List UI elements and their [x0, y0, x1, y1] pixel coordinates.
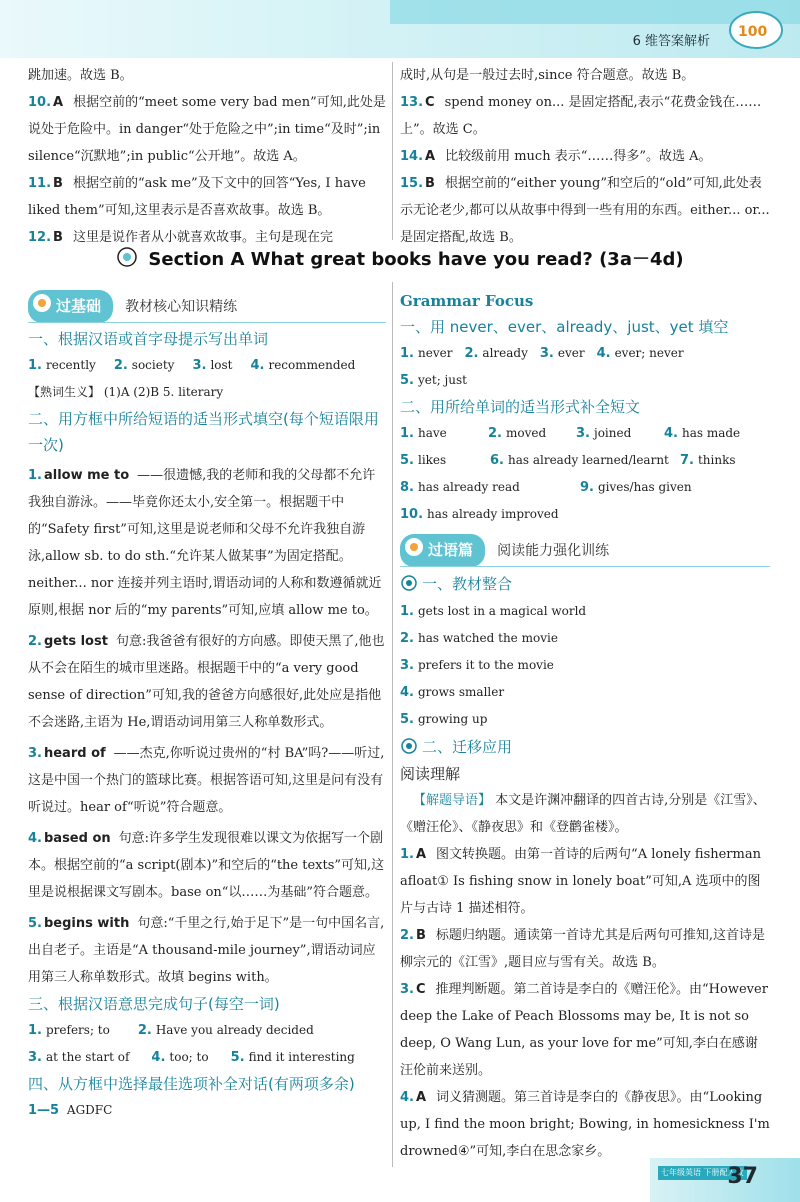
answer-letter: C — [425, 95, 435, 110]
answer-cell — [400, 501, 580, 528]
answer-number: 1. — [400, 426, 414, 441]
header-bar — [0, 0, 800, 58]
answer-row — [28, 1044, 386, 1071]
answer-text: 句意:许多学生发现很难以课文为依据写一个剧本。根据空前的“a script(剧本)”和空后的“the texts”可知,这里是说根据课文写剧本。base on“以……为基础”符合题意。 — [28, 831, 385, 900]
answer-cell — [488, 420, 576, 447]
answer-value: at the start of — [45, 1050, 130, 1064]
question-number: 10. — [28, 95, 52, 110]
question-number: 3. — [400, 982, 414, 997]
mascot-icon — [724, 6, 788, 52]
answer-number: 2. — [400, 631, 414, 646]
question-number: 13. — [400, 95, 424, 110]
answer-item — [28, 825, 386, 906]
answer-letter: B — [425, 176, 435, 191]
question-number: 5. — [28, 916, 42, 931]
answer-item — [28, 628, 386, 736]
answer-cell — [192, 352, 232, 379]
answer-item — [28, 62, 386, 89]
answer-cell — [138, 1017, 314, 1044]
answer-text: ——很遗憾,我的老师和我的父母都不允许我独自游泳。——毕竟你还太小,安全第一。根据题干中的“Safety first”可知,这里是说老师和父母不允许我独自游泳,allow sb. to do sth.“允许某人做某事”为固定搭配。neither... nor 连接并列主语时,谓语动词的人称和数遵循就近原则,根据 nor 后的“my parents”可知,应填 allow me to。 — [28, 468, 382, 618]
answer-cell — [400, 340, 452, 367]
answer-cell — [151, 1044, 208, 1071]
answer-key: allow me to — [43, 468, 130, 483]
answer-value: growing up — [417, 712, 488, 726]
answer-item — [400, 62, 770, 89]
right-main-column — [400, 288, 770, 1165]
answer-number: 1. — [28, 358, 42, 373]
answer-number: 2. — [464, 346, 479, 361]
answer-cell — [28, 352, 96, 379]
answer-number: 4. — [250, 358, 265, 373]
answer-row — [28, 352, 386, 379]
reading-heading: 阅读理解 — [400, 765, 461, 783]
top-right-column — [400, 62, 770, 251]
flower-icon — [400, 737, 418, 755]
answer-number: 7. — [680, 453, 694, 468]
answer-letter: A — [425, 149, 436, 164]
answer-value: ever; never — [614, 346, 684, 360]
answer-number: 8. — [400, 480, 414, 495]
answer-value: never — [417, 346, 453, 360]
answer-value: thinks — [697, 453, 736, 467]
subheading: 二、迁移应用 — [400, 733, 770, 761]
answer-cell — [400, 447, 490, 474]
answer-value: already — [482, 346, 528, 360]
heading: 一、根据汉语或首字母提示写出单词 — [28, 330, 269, 348]
section-badge-basic: 过基础 教材核心知识精练 — [28, 290, 386, 320]
question-number: 3. — [28, 746, 42, 761]
list-item — [400, 706, 770, 733]
answer-cell — [464, 340, 527, 367]
answer-item — [400, 143, 770, 170]
question-number: 11. — [28, 176, 52, 191]
answer-text: 根据空前的“ask me”及下文中的回答“Yes, I have liked them”可知,这里表示是否喜欢故事。故选 B。 — [28, 176, 366, 218]
brand-label: 七年级英语 下册配人教 — [658, 1166, 747, 1180]
answer-cell — [400, 367, 467, 394]
answer-number: 3. — [576, 426, 590, 441]
answer-cell — [576, 420, 664, 447]
answer-number: 3. — [400, 658, 414, 673]
left-main-column — [28, 288, 386, 1124]
answer-value: prefers it to the movie — [417, 658, 554, 672]
answer-text: 词义猜测题。第三首诗是李白的《静夜思》。由“Looking up, I find the moon bright; Bowing, in homesickness I'm drowned④”可知,李白在思念家乡。 — [400, 1090, 770, 1159]
answer-number: 5. — [400, 453, 414, 468]
answer-value: likes — [417, 453, 447, 467]
answer-cell — [400, 420, 488, 447]
answer-letter: B — [53, 230, 63, 245]
answer-cell — [540, 340, 585, 367]
answer-number: 2. — [488, 426, 502, 441]
heading: 二、用方框中所给短语的适当形式填空(每个短语限用一次) — [28, 410, 379, 454]
answer-cell — [231, 1044, 355, 1071]
answer-value: Have you already decided — [155, 1023, 314, 1037]
answer-cell — [597, 340, 684, 367]
answer-row — [28, 1017, 386, 1044]
answer-cell — [28, 1044, 129, 1071]
answer-text: 跳加速。故选 B。 — [28, 68, 133, 83]
answer-text: ——杰克,你听说过贵州的“村 BA”吗?——听过,这是中国一个热门的篮球比赛。根据答语可知,这里是问有没有听说过。hear of“听说”符合题意。 — [28, 746, 385, 815]
answer-value: has made — [681, 426, 741, 440]
mascot-icon — [32, 293, 52, 313]
answer-value: too; to — [169, 1050, 209, 1064]
answer-number: 5. — [400, 712, 414, 727]
answer-number: 9. — [580, 480, 594, 495]
answer-item — [28, 462, 386, 624]
subheading: 一、教材整合 — [400, 570, 770, 598]
answer-text: 比较级前用 much 表示“……得多”。故选 A。 — [445, 149, 712, 164]
answer-text: 根据空前的“meet some very bad men”可知,此处是说处于危险中。in danger“处于危险之中”;in time“及时”;in silence“沉默地”;in public“公开地”。故选 A。 — [28, 95, 386, 164]
heading: 四、从方框中选择最佳选项补全对话(有两项多余) — [28, 1075, 355, 1093]
answer-value: gives/has given — [597, 480, 692, 494]
answer-cell — [114, 352, 175, 379]
answer-text: 句意:“千里之行,始于足下”是一句中国名言,出自老子。主语是“A thousand-mile journey”,谓语动词应用第三人称单数形式。故填 begins with。 — [28, 916, 385, 985]
answer-item — [28, 740, 386, 821]
page-number: 37 — [727, 1164, 758, 1189]
section-title: Section A What great books have you read? (3a－4d) — [0, 245, 800, 275]
answer-number: 1. — [28, 1023, 42, 1038]
answer-item — [400, 170, 770, 251]
answer-row — [400, 501, 770, 528]
answer-list — [28, 462, 386, 991]
question-number: 1. — [28, 468, 42, 483]
answer-cell — [28, 1017, 110, 1044]
answer-cell — [580, 474, 760, 501]
answer-item — [400, 841, 770, 922]
answer-value: society — [131, 358, 175, 372]
answer-letter: B — [415, 928, 426, 943]
answer-cell — [680, 447, 770, 474]
answer-item — [400, 922, 770, 976]
question-number: 15. — [400, 176, 424, 191]
question-number: 2. — [400, 928, 414, 943]
answer-text: 根据空前的“either young”和空后的“old”可知,此处表示无论老少,都可以从故事中得到一些有用的东西。either... or... 是固定搭配,故选 B。 — [400, 176, 770, 245]
answer-number: 4. — [400, 685, 414, 700]
answer-item — [28, 910, 386, 991]
answer-number: 4. — [664, 426, 678, 441]
answer-row — [400, 474, 770, 501]
answer-value: prefers; to — [45, 1023, 110, 1037]
answer-letter: A — [415, 1090, 427, 1105]
answer-item — [400, 1084, 770, 1165]
answer-value: joined — [593, 426, 632, 440]
section-badge-reading: 过语篇 阅读能力强化训练 — [400, 534, 770, 564]
list-item — [400, 625, 770, 652]
answer-text: 成时,从句是一般过去时,since 符合题意。故选 B。 — [400, 68, 695, 83]
answer-number: 2. — [137, 1023, 152, 1038]
answer-value: recommended — [268, 358, 356, 372]
answer-row — [400, 340, 770, 394]
answer-text: 这里是说作者从小就喜欢故事。主句是现在完 — [72, 230, 333, 245]
answer-value: has already learned/learnt — [507, 453, 669, 467]
answer-letter: A — [53, 95, 64, 110]
answer-cell — [250, 352, 355, 379]
flower-icon — [116, 246, 138, 268]
badge: 过基础 — [28, 290, 113, 323]
answer-number: 2. — [113, 358, 128, 373]
question-number: 4. — [400, 1090, 414, 1105]
answer-letter: A — [415, 847, 427, 862]
answer-text: 推理判断题。第二首诗是李白的《赠汪伦》。由“However deep the Lake of Peach Blossoms may be, It is not so deep, O Wang Lun, as your love for me”可知,李白在感谢汪伦前来送别。 — [400, 982, 768, 1078]
answer-text: 图文转换题。由第一首诗的后两句“A lonely fisherman afloat① Is fishing snow in lonely boat”可知,A 选项中的图片与古诗 1 描述相符。 — [400, 847, 761, 916]
answer-cell — [400, 474, 580, 501]
answer-number: 1. — [400, 346, 414, 361]
question-number: 12. — [28, 230, 52, 245]
question-number: 4. — [28, 831, 42, 846]
grammar-focus-title: Grammar Focus — [400, 292, 534, 310]
mascot-icon — [404, 537, 424, 557]
answer-item — [28, 89, 386, 170]
answer-value: has already improved — [427, 507, 559, 521]
answer-grid — [400, 420, 770, 528]
answer-letter: B — [53, 176, 63, 191]
answer-value: lost — [210, 358, 233, 372]
shuci-row: 【熟词生义】 (1)A (2)B 5. literary — [28, 385, 224, 399]
answer-cell — [490, 447, 680, 474]
answer-number: 3. — [539, 346, 554, 361]
question-number: 1. — [400, 847, 414, 862]
page-footer — [650, 1158, 800, 1202]
answer-row — [400, 447, 770, 474]
answer-number: 5. — [230, 1050, 245, 1065]
answer-number: 5. — [400, 373, 414, 388]
list-item — [400, 598, 770, 625]
answer-row — [400, 420, 770, 447]
answer-value: has already read — [417, 480, 520, 494]
answer-value: recently — [45, 358, 96, 372]
header-label: 6 维答案解析 — [632, 34, 710, 49]
answer-item — [400, 89, 770, 143]
answer-number: 4. — [151, 1050, 166, 1065]
answer-key: begins with — [43, 916, 130, 931]
answer-value: find it interesting — [248, 1050, 355, 1064]
answer-item — [400, 976, 770, 1084]
answer-row: 1—5 AGDFC — [28, 1103, 113, 1118]
heading: 二、用所给单词的适当形式补全短文 — [400, 398, 641, 416]
answer-text: 标题归纳题。通读第一首诗尤其是后两句可推知,这首诗是柳宗元的《江雪》,题目应与雪有关。故选 B。 — [400, 928, 766, 970]
answer-list — [400, 598, 770, 733]
list-item — [400, 679, 770, 706]
answer-value: ever — [557, 346, 585, 360]
answer-text: spend money on... 是固定搭配,表示“花费金钱在……上”。故选 C。 — [400, 95, 762, 137]
column-divider — [392, 282, 393, 1167]
badge: 过语篇 — [400, 534, 485, 567]
answer-letter: C — [415, 982, 426, 997]
answer-number: 10. — [400, 507, 424, 522]
svg-text:100: 100 — [738, 24, 768, 40]
answer-number: 4. — [596, 346, 611, 361]
answer-item — [28, 170, 386, 224]
answer-number: 3. — [192, 358, 207, 373]
heading: 三、根据汉语意思完成句子(每空一词) — [28, 995, 280, 1013]
answer-value: yet; just — [417, 373, 467, 387]
answer-value: have — [417, 426, 447, 440]
heading: 一、用 never、ever、already、just、yet 填空 — [400, 318, 729, 336]
flower-icon — [400, 574, 418, 592]
answer-value: gets lost in a magical world — [417, 604, 587, 618]
answer-number: 3. — [28, 1050, 42, 1065]
question-number: 14. — [400, 149, 424, 164]
top-left-column — [28, 62, 386, 251]
answer-value: grows smaller — [417, 685, 505, 699]
column-divider — [392, 62, 393, 240]
guide-paragraph: 【解题导语】 本文是许渊冲翻译的四首古诗,分别是《江雪》、《赠汪伦》、《静夜思》和《登鹳雀楼》。 — [400, 793, 766, 835]
answer-text: 句意:我爸爸有很好的方向感。即使天黑了,他也从不会在陌生的城市里迷路。根据题干中的“a very good sense of direction”可知,我的爸爸方向感很好,此处应是指他不会迷路,主语为 He,谓语动词用第三人称单数形式。 — [28, 634, 385, 730]
answer-key: based on — [43, 831, 111, 846]
answer-number: 6. — [490, 453, 504, 468]
answer-list — [400, 841, 770, 1165]
answer-cell — [664, 420, 752, 447]
answer-key: heard of — [43, 746, 106, 761]
list-item — [400, 652, 770, 679]
question-number: 2. — [28, 634, 42, 649]
answer-number: 1. — [400, 604, 414, 619]
answer-key: gets lost — [43, 634, 108, 649]
answer-value: has watched the movie — [417, 631, 558, 645]
answer-value: moved — [505, 426, 547, 440]
